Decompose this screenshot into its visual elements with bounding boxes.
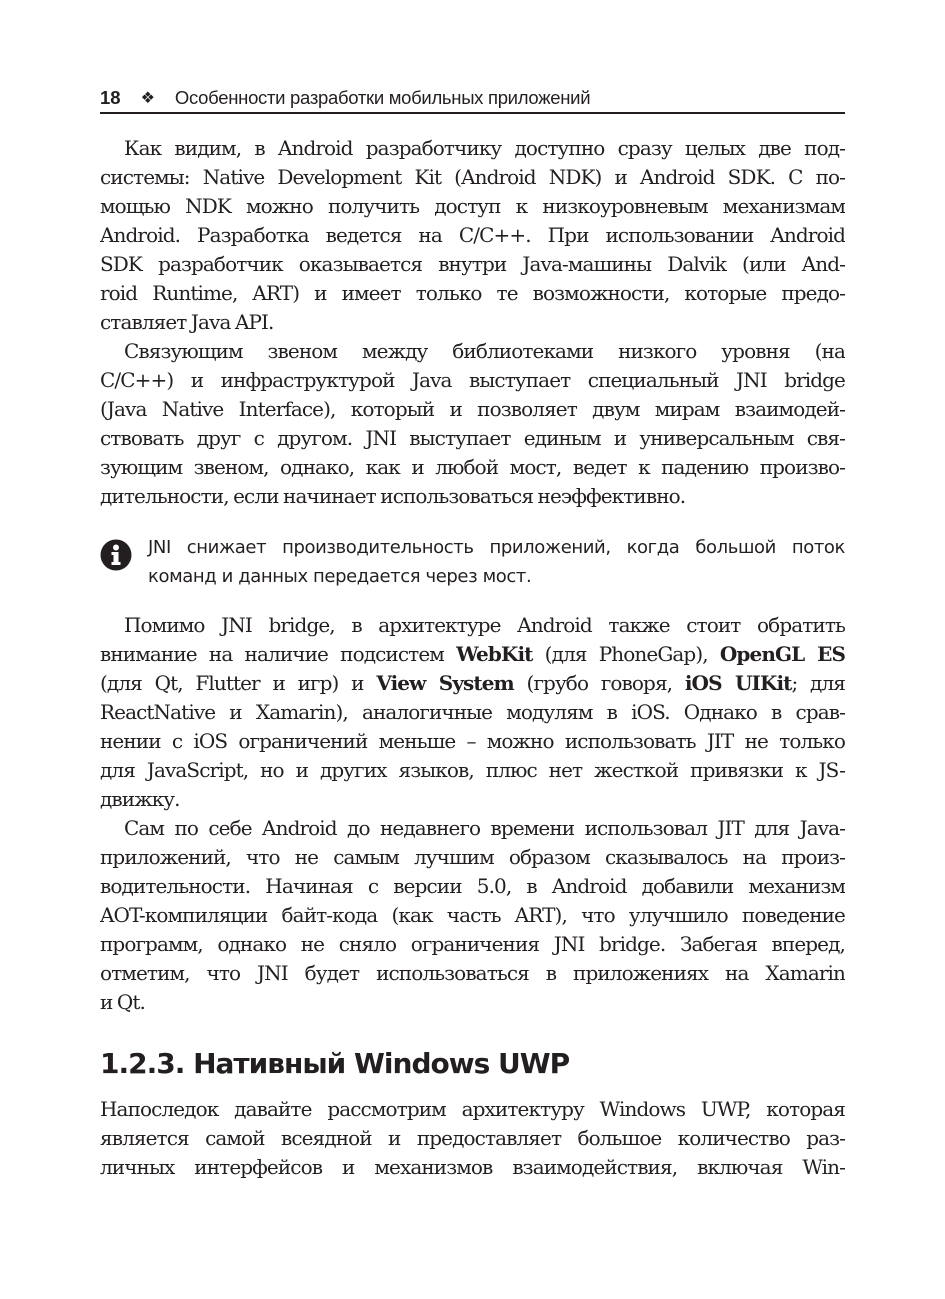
text-line: нении с iOS ограничений меньше – можно использовать JIT не только: [100, 729, 845, 753]
text-line: движку.: [100, 787, 180, 811]
text-run: (для Qt, Flutter и игр) и: [100, 671, 377, 695]
ornament-icon: ❖: [140, 90, 155, 107]
info-icon: [100, 539, 132, 571]
text-line: Напоследок давайте рассмотрим архитектуру Windows UWP, которая: [100, 1097, 845, 1121]
text-line: программ, однако не сняло ограничения JNI bridge. Забегая вперед,: [100, 932, 845, 956]
text-line: roid Runtime, ART) и имеет только те возможности, которые предо-: [100, 281, 845, 305]
text-line: мощью NDK можно получить доступ к низкоуровневым механизмам: [100, 194, 845, 218]
paragraph-5: [100, 1095, 845, 1182]
text-line: и Qt.: [100, 990, 145, 1014]
text-line: является самой всеядной и предоставляет большое количество раз-: [100, 1126, 845, 1150]
text-line: Android. Разработка ведется на C/C++. При использовании Android: [100, 223, 845, 247]
text-line: ствовать друг с другом. JNI выступает единым и универсальным свя-: [100, 426, 845, 450]
text-line: ReactNative и Xamarin), аналогичные модулям в iOS. Однако в срав-: [100, 700, 845, 724]
term-view-system: View System: [376, 671, 514, 695]
text-run: (грубо говоря,: [513, 671, 685, 695]
text-run: (для PhoneGap),: [532, 642, 720, 666]
text-run: ; для: [791, 671, 845, 695]
text-line: ставляет Java API.: [100, 310, 274, 334]
text-line: личных интерфейсов и механизмов взаимодействия, включая Win-: [100, 1155, 845, 1179]
text-line: [100, 669, 845, 698]
text-line: системы: Native Development Kit (Android NDK) и Android SDK. С по-: [100, 165, 845, 189]
term-ios-uikit: iOS UIKit: [684, 671, 792, 695]
paragraph-1: [100, 134, 845, 337]
note-line: команд и данных передается через мост.: [148, 566, 532, 587]
text-line: приложений, что не самым лучшим образом сказывалось на произ-: [100, 845, 845, 869]
text-line: Как видим, в Android разработчику доступно сразу целых две под-: [124, 136, 845, 160]
note-line: JNI снижает производительность приложений, когда большой поток: [148, 537, 845, 558]
text-line: отметим, что JNI будет использоваться в приложениях на Xamarin: [100, 961, 845, 985]
text-line: зующим звеном, однако, как и любой мост, ведет к падению произво-: [100, 455, 845, 479]
info-note: [100, 533, 845, 591]
text-line: Сам по себе Android до недавнего времени использовал JIT для Java-: [124, 816, 845, 840]
term-opengl-es: OpenGL ES: [719, 642, 845, 666]
text-line: [100, 640, 845, 669]
text-line: Помимо JNI bridge, в архитектуре Android также стоит обратить: [124, 613, 845, 637]
text-line: AOT-компиляции байт-кода (как часть ART), что улучшило поведение: [100, 903, 845, 927]
paragraph-4: [100, 814, 845, 1017]
text-line: (Java Native Interface), который и позволяет двум мирам взаимодей-: [100, 397, 845, 421]
paragraph-2: [100, 337, 845, 511]
text-line: водительности. Начиная с версии 5.0, в Android добавили механизм: [100, 874, 845, 898]
section-heading: 1.2.3. Нативный Windows UWP: [100, 1047, 570, 1080]
paragraph-3: [100, 611, 845, 814]
text-run: внимание на наличие подсистем: [100, 642, 457, 666]
term-webkit: WebKit: [456, 642, 533, 666]
text-line: Связующим звеном между библиотеками низкого уровня (на: [124, 339, 845, 363]
running-head: [100, 84, 845, 114]
page-number: 18: [100, 87, 121, 108]
text-line: для JavaScript, но и других языков, плюс нет жесткой привязки к JS-: [100, 758, 845, 782]
text-line: дительности, если начинает использоваться неэффективно.: [100, 484, 686, 508]
text-line: SDK разработчик оказывается внутри Java-машины Dalvik (или And-: [100, 252, 845, 276]
chapter-title: Особенности разработки мобильных приложений: [174, 87, 591, 108]
text-line: C/C++) и инфраструктурой Java выступает специальный JNI bridge: [100, 368, 845, 392]
